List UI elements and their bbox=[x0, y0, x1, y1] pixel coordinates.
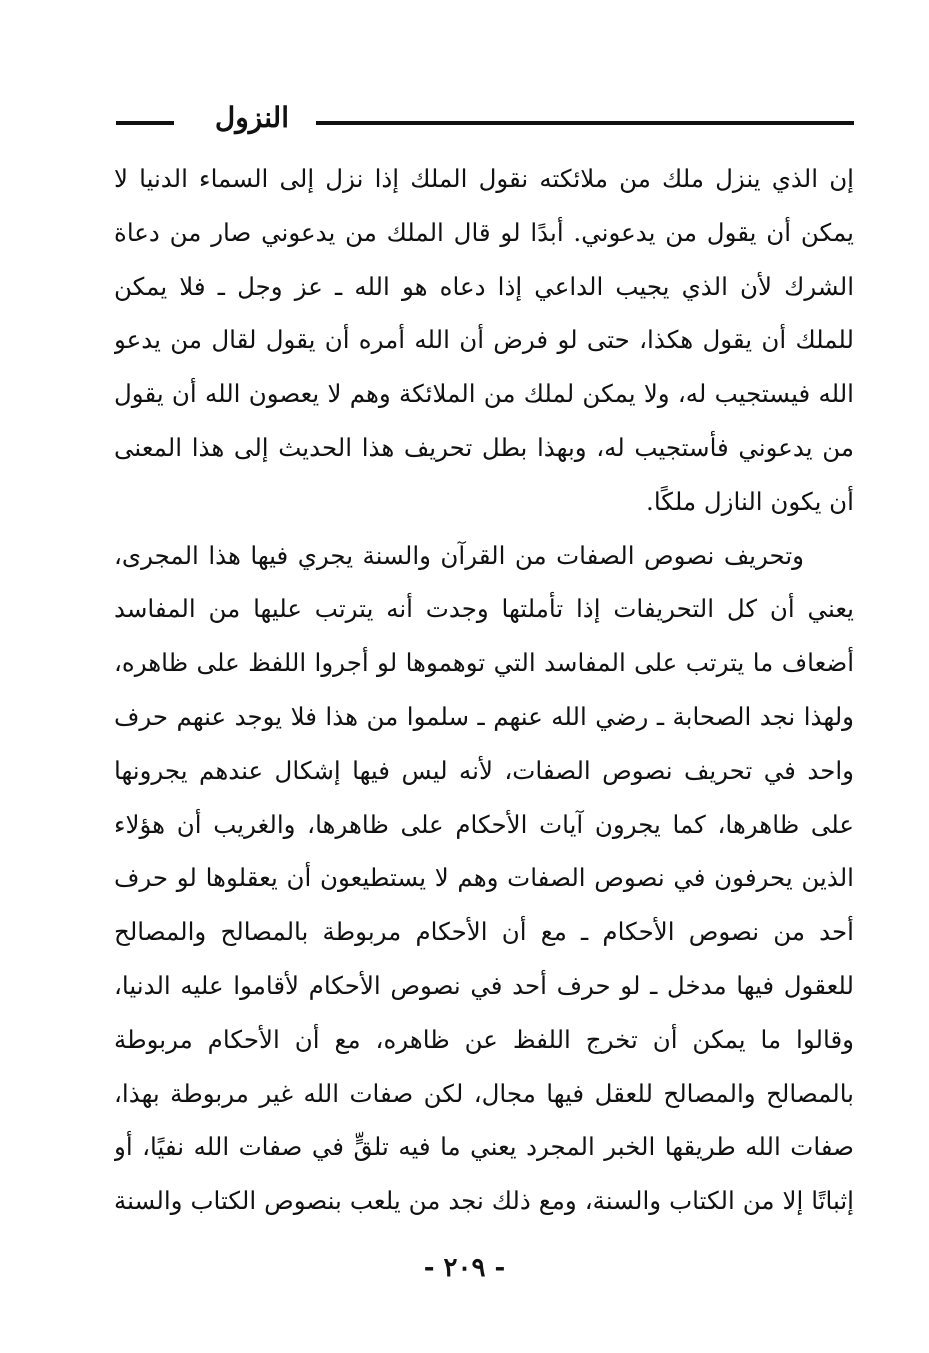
header-title: النزول bbox=[214, 101, 289, 134]
running-header bbox=[116, 100, 854, 140]
paragraph-1: إن الذي ينزل ملك من ملائكته نقول الملك إذا نزل إلى السماء الدنيا لا يمكن أن يقول من يدعوني. أبدًا لو قال الملك من يدعوني صار من دعاة الشرك لأن الذي يجيب الداعي إذا دعاه هو الله ـ عز وجل ـ فلا يمكن للملك أن يقول هكذا، حتى لو فرض أن الله أمره أن يقول لقال من يدعو الله فيستجيب له، ولا يمكن لملك من الملائكة وهم لا يعصون الله أن يقول من يدعوني فأستجيب له، وبهذا بطل تحريف هذا الحديث إلى هذا المعنى أن يكون النازل ملكًا. bbox=[114, 164, 854, 516]
header-rule-short bbox=[116, 121, 174, 125]
page-number: - ٢٠٩ - bbox=[423, 1253, 506, 1283]
body-text bbox=[114, 152, 854, 1222]
header-rule-long bbox=[316, 121, 854, 125]
paragraph-2: وتحريف نصوص الصفات من القرآن والسنة يجري فيها هذا المجرى، يعني أن كل التحريفات إذا تأملتها وجدت أنه يترتب عليها من المفاسد أضعاف ما يترتب على المفاسد التي توهموها لو أجروا اللفظ على ظاهره، ولهذا نجد الصحابة ـ رضي الله عنهم ـ سلموا من هذا فلا يوجد عنهم حرف واحد في تحريف نصوص الصفات، لأنه ليس فيها إشكال عندهم يجرونها على ظاهرها، كما يجرون آيات الأحكام على ظاهرها، والغريب أن هؤلاء الذين يحرفون في نصوص الصفات وهم لا يستطيعون أن يعقلوها لو حرف أحد من نصوص الأحكام ـ مع أن الأحكام مربوطة بالمصالح والمصالح للعقول فيها مدخل ـ لو حرف أحد في نصوص الأحكام لأقاموا عليه الدنيا، وقالوا ما يمكن أن تخرج اللفظ عن ظاهره، مع أن الأحكام مربوطة بالمصالح والمصالح للعقل فيها مجال، لكن صفات الله غير مربوطة بهذا، صفات الله طريقها الخبر المجرد يعني ما فيه تلقٍّ في صفات الله نفيًا، أو إثباتًا إلا من الكتاب والسنة، ومع ذلك نجد من يلعب بنصوص الكتاب والسنة bbox=[114, 540, 854, 1216]
